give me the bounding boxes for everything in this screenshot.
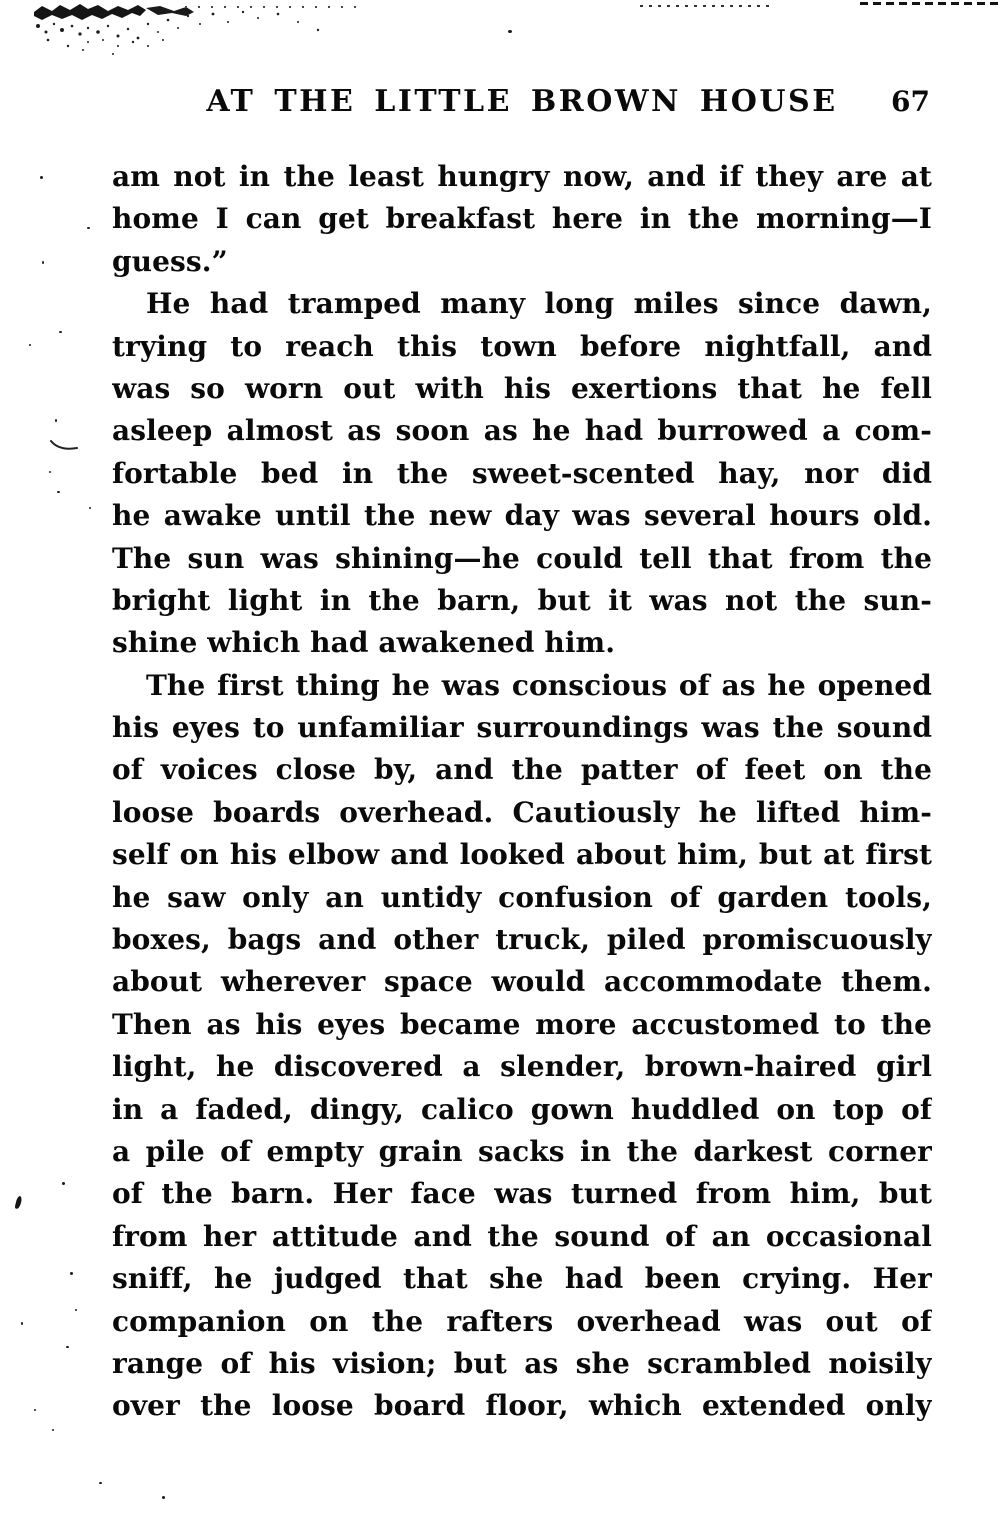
text-line: he saw only an untidy confusion of garden tools, bbox=[112, 880, 932, 914]
text-line: Then as his eyes became more accustomed to the bbox=[112, 1007, 932, 1041]
page-title: AT THE LITTLE BROWN HOUSE bbox=[206, 84, 838, 119]
text-line: fortable bed in the sweet-scented hay, nor did bbox=[112, 456, 932, 490]
text-line: sniff, he judged that she had been crying. Her bbox=[112, 1262, 932, 1296]
ink-speck bbox=[49, 471, 51, 473]
text-line: am not in the least hungry now, and if they are at bbox=[112, 160, 932, 193]
ink-smudge-artifact bbox=[28, 2, 328, 60]
ink-speck bbox=[52, 1429, 54, 1431]
text-line: over the loose board floor, which extended only bbox=[112, 1389, 932, 1423]
ink-speck bbox=[59, 331, 62, 333]
text-line: The sun was shining—he could tell that from the bbox=[112, 541, 932, 575]
text-line: he awake until the new day was several hours old. bbox=[112, 499, 932, 533]
ink-speck bbox=[508, 30, 512, 33]
ink-speck bbox=[62, 1182, 65, 1185]
scan-dash-line-left bbox=[185, 6, 360, 8]
text-line: in a faded, dingy, calico gown huddled on top of bbox=[112, 1092, 932, 1126]
text-line: trying to reach this town before nightfall, and bbox=[112, 329, 932, 363]
text-line: a pile of empty grain sacks in the darkest corner bbox=[112, 1134, 932, 1168]
text-line: The first thing he was conscious of as he opened bbox=[146, 668, 932, 702]
scan-dash-line-mid bbox=[640, 5, 775, 7]
ink-speck bbox=[89, 507, 91, 509]
ink-speck bbox=[66, 1346, 69, 1348]
ink-speck bbox=[40, 176, 43, 179]
text-line: light, he discovered a slender, brown-haired girl bbox=[112, 1050, 932, 1084]
text-line: He had tramped many long miles since dawn, bbox=[146, 287, 932, 321]
text-line: his eyes to unfamiliar surroundings was the sound bbox=[112, 711, 932, 745]
ink-speck bbox=[55, 419, 57, 422]
ink-speck bbox=[34, 1409, 36, 1411]
ink-speck bbox=[57, 491, 60, 493]
comma-blot-artifact bbox=[15, 1196, 23, 1210]
curved-stroke-artifact bbox=[50, 438, 80, 454]
text-line: asleep almost as soon as he had burrowed a com- bbox=[112, 414, 932, 448]
text-line: guess.” bbox=[112, 244, 228, 278]
text-line: companion on the rafters overhead was out of bbox=[112, 1304, 932, 1338]
running-head bbox=[112, 84, 932, 120]
ink-speck bbox=[75, 1309, 77, 1311]
text-line: self on his elbow and looked about him, but at first bbox=[112, 838, 932, 872]
text-line: about wherever space would accommodate them. bbox=[112, 965, 932, 999]
ink-speck bbox=[70, 1272, 73, 1275]
ink-speck bbox=[162, 1496, 165, 1499]
text-block bbox=[112, 156, 932, 1428]
ink-speck bbox=[99, 1482, 102, 1484]
ink-speck bbox=[29, 344, 31, 346]
text-line: of the barn. Her face was turned from him, but bbox=[112, 1177, 932, 1211]
text-line: of voices close by, and the patter of feet on the bbox=[112, 753, 932, 787]
ink-speck bbox=[21, 1322, 23, 1325]
text-line: was so worn out with his exertions that he fell bbox=[112, 371, 932, 405]
text-line: loose boards overhead. Cautiously he lifted him- bbox=[112, 795, 932, 829]
text-line: range of his vision; but as she scrambled noisily bbox=[112, 1346, 932, 1380]
text-line: shine which had awakened him. bbox=[112, 626, 616, 660]
scan-dash-line-right bbox=[860, 2, 1000, 5]
text-line: bright light in the barn, but it was not the sun- bbox=[112, 583, 932, 617]
text-line: home I can get breakfast here in the morning—I bbox=[112, 202, 932, 236]
ink-speck bbox=[42, 261, 44, 264]
page-number: 67 bbox=[891, 85, 930, 118]
text-line: from her attitude and the sound of an occasional bbox=[112, 1219, 932, 1253]
text-line: boxes, bags and other truck, piled promiscuously bbox=[112, 923, 932, 957]
ink-speck bbox=[87, 227, 90, 229]
